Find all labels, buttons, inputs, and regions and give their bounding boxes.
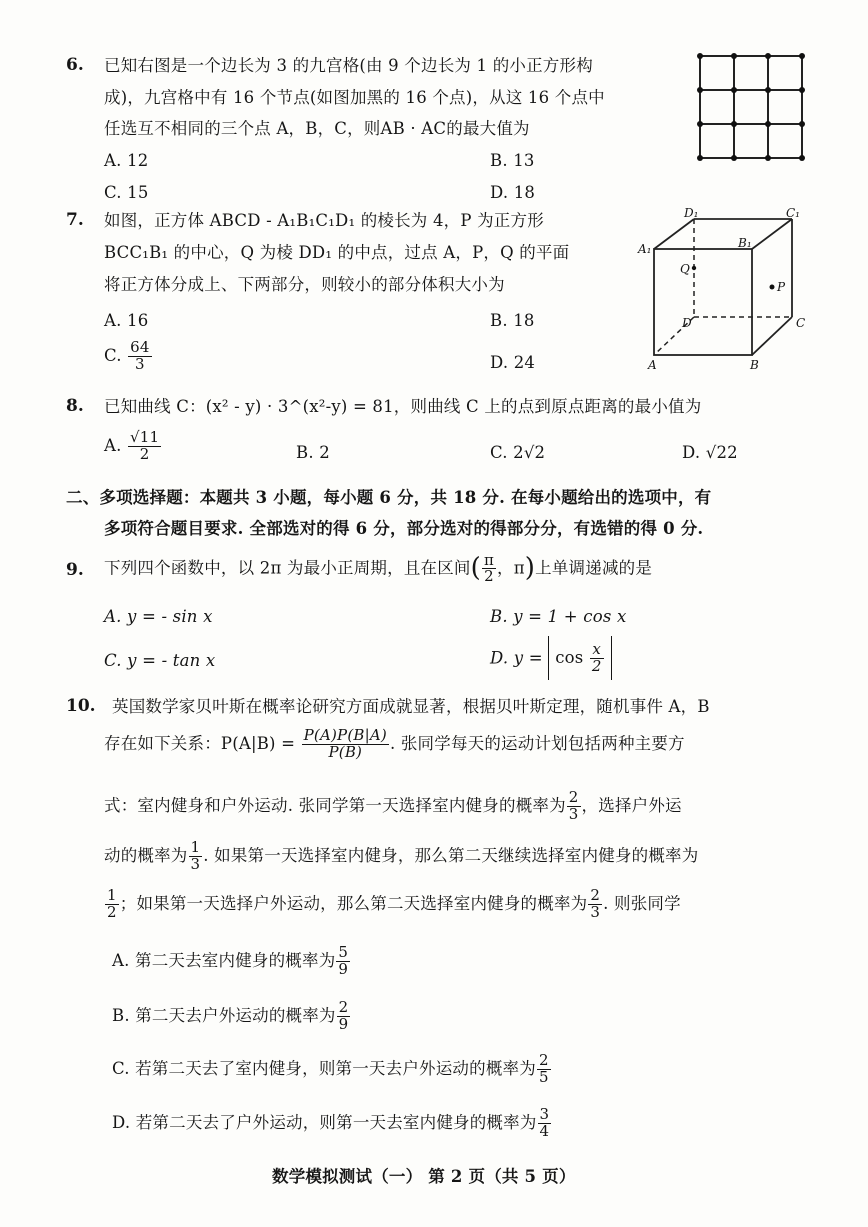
grid-node — [697, 87, 703, 93]
q10-line1: 英国数学家贝叶斯在概率论研究方面成就显著，根据贝叶斯定理，随机事件 A，B — [112, 697, 710, 716]
nine-grid-figure — [690, 50, 810, 162]
grid-node — [731, 53, 737, 59]
grid-node — [731, 155, 737, 161]
q6-option-d: D. 18 — [490, 183, 536, 202]
grid-node — [697, 53, 703, 59]
grid-node — [697, 121, 703, 127]
q7-option-b: B. 18 — [490, 311, 535, 330]
q8-option-b: B. 2 — [296, 443, 330, 462]
q10-option-b: B. 第二天去户外运动的概率为 $\frac{2}{9}$ — [112, 998, 349, 1033]
q9-option-d: D. y = cos $\frac{x}{2}$ — [490, 636, 612, 680]
cube-label-c1: C₁ — [786, 206, 800, 220]
q10-option-c: C. 若第二天去了室内健身，则第一天去户外运动的概率为 $\frac{2}{5}$ — [112, 1051, 549, 1086]
q9-option-b: B. y = 1 + cos x — [490, 607, 627, 626]
grid-node — [765, 121, 771, 127]
q10-line3: 式：室内健身和户外运动. 张同学第一天选择室内健身的概率为 $\frac{2}{3}$ ，选择户外运 — [104, 788, 682, 823]
grid-node — [799, 53, 805, 59]
q10-option-d: D. 若第二天去了户外运动，则第一天去室内健身的概率为 $\frac{3}{4}$ — [112, 1105, 550, 1140]
grid-node — [799, 87, 805, 93]
q6-number: 6. — [66, 55, 84, 75]
q8-line1: 已知曲线 C：(x² - y) · 3^(x²-y) = 81，则曲线 C 上的点到原点距离的最小值为 — [104, 397, 702, 416]
cube-label-c: C — [796, 316, 806, 330]
q10-option-a: A. 第二天去室内健身的概率为 $\frac{5}{9}$ — [112, 943, 349, 978]
q6-option-b: B. 13 — [490, 151, 535, 170]
grid-node — [765, 53, 771, 59]
grid-node — [697, 155, 703, 161]
grid-node — [731, 87, 737, 93]
q7-number: 7. — [66, 210, 84, 230]
q6-option-a: A. 12 — [104, 151, 149, 170]
q8-option-d: D. √22 — [682, 443, 738, 462]
q7-option-d: D. 24 — [490, 353, 536, 372]
q6-line2: 成)，九宫格中有 16 个节点(如图加黑的 16 个点)，从这 16 个点中 — [104, 88, 605, 107]
q7-line3: 将正方体分成上、下两部分，则较小的部分体积大小为 — [104, 275, 505, 294]
section2-line2: 多项符合题目要求. 全部选对的得 6 分，部分选对的得部分分，有选错的得 0 分. — [104, 519, 704, 538]
section2-line1: 二、多项选择题：本题共 3 小题，每小题 6 分，共 18 分. 在每小题给出的选项中，有 — [66, 488, 712, 507]
q10-line2: 存在如下关系：P(A|B) = $\frac{P(A)P(B|A)}{P(B)}$ . 张同学每天的运动计划包括两种主要方 — [104, 726, 685, 761]
q8-option-a: A. $\frac{√11}{2}$ — [104, 428, 160, 463]
q7-line1: 如图，正方体 ABCD - A₁B₁C₁D₁ 的棱长为 4，P 为正方形 — [104, 211, 544, 230]
q6-option-c: C. 15 — [104, 183, 149, 202]
cube-label-a1: A₁ — [638, 242, 652, 256]
q10-line5: $\frac{1}{2}$ ；如果第一天选择户外运动，那么第二天选择室内健身的概率为 $\frac{2}{3}$ . 则张同学 — [107, 886, 681, 921]
q7-option-c: C. $\frac{64}{3}$ — [104, 338, 150, 373]
cube-label-q: Q — [680, 262, 690, 276]
cube-label-b: B — [750, 358, 759, 372]
q6-line1: 已知右图是一个边长为 3 的九宫格(由 9 个边长为 1 的小正方形构 — [104, 56, 593, 75]
q9-line1: 下列四个函数中，以 2π 为最小正周期，且在区间( $\frac{\pi}{2}$ ，π)上单调递减的是 — [104, 550, 653, 586]
q8-option-c: C. 2√2 — [490, 443, 546, 462]
cube-figure — [636, 205, 816, 375]
grid-node — [765, 87, 771, 93]
q9-number: 9. — [66, 560, 84, 580]
q7-line2: BCC₁B₁ 的中心，Q 为棱 DD₁ 的中点，过点 A，P，Q 的平面 — [104, 243, 570, 262]
q10-number: 10. — [66, 696, 96, 716]
q9-option-a: A. y = - sin x — [104, 607, 213, 626]
cube-label-b1: B₁ — [738, 236, 752, 250]
grid-node — [799, 121, 805, 127]
cube-label-a: A — [648, 358, 657, 372]
q8-number: 8. — [66, 396, 84, 416]
q6-line3: 任选互不相同的三个点 A，B，C，则AB · AC的最大值为 — [104, 119, 530, 138]
grid-node — [731, 121, 737, 127]
grid-node — [765, 155, 771, 161]
cube-label-d: D — [682, 316, 692, 330]
q9-option-c: C. y = - tan x — [104, 651, 216, 670]
cube-label-d1: D₁ — [684, 206, 699, 220]
cube-label-p: P — [777, 280, 786, 294]
page-footer: 数学模拟测试（一） 第 2 页（共 5 页） — [272, 1167, 576, 1186]
q10-line4: 动的概率为 $\frac{1}{3}$ . 如果第一天选择室内健身，那么第二天继续选择室内健身的概率为 — [104, 838, 699, 873]
q7-option-a: A. 16 — [104, 311, 149, 330]
grid-node — [799, 155, 805, 161]
